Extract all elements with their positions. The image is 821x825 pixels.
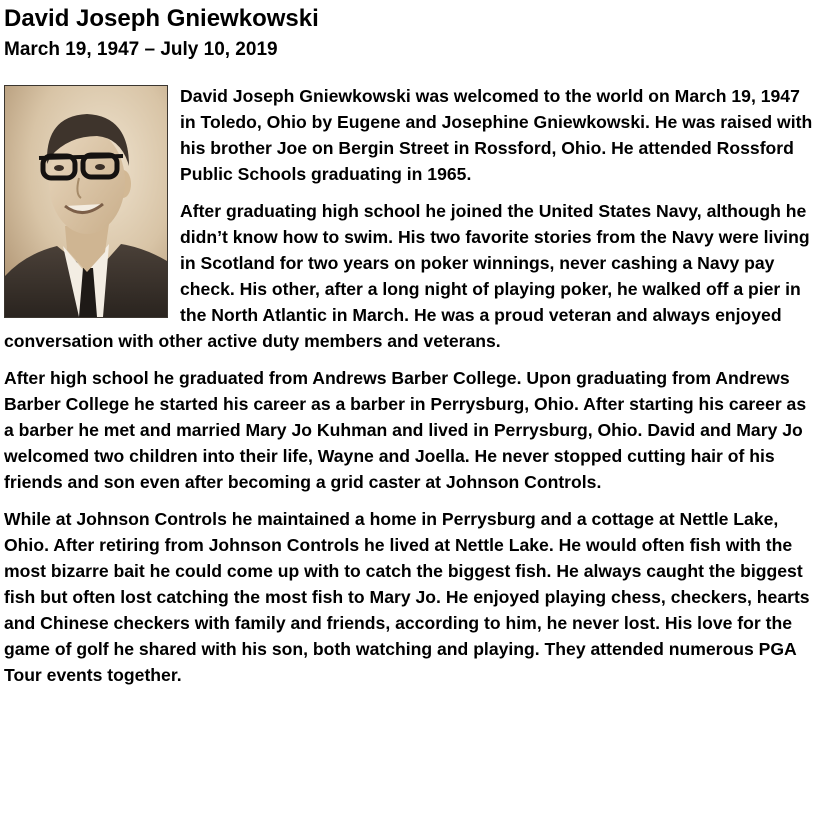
- paragraph-retirement: While at Johnson Controls he maintained a home in Perrysburg and a cottage at Nettle Lake, Ohio. After retiring from Johnson Controls he lived at Nettle Lake. He would often fish with the most bizarre bait he could come up with to catch the biggest fish. He always caught the biggest fish but often lost catching the most fish to Mary Jo. He enjoyed playing chess, checkers, hearts and Chinese checkers with family and friends, according to him, he never lost. His love for the game of golf he shared with his son, both watching and playing. They attended numerous PGA Tour events together.: [4, 508, 810, 686]
- paragraph-navy: After graduating high school he joined the United States Navy, although he didn’t know how to swim. His two favorite stories from the Navy were living in Scotland for two years on poker winnings, never cashing a Navy pay check. His other, after a long night of playing poker, he walked off a pier in the North Atlantic in March. He was a proud veteran and always enjoyed conversation with other active duty members and veterans.: [4, 200, 810, 352]
- obituary-body: [4, 83, 816, 699]
- life-dates: March 19, 1947 – July 10, 2019: [4, 39, 278, 60]
- page-title: David Joseph Gniewkowski: [4, 5, 319, 32]
- paragraph-career: After high school he graduated from Andrews Barber College. Upon graduating from Andrews Barber College he started his career as a barber in Perrysburg, Ohio. After starting his career as a barber he met and married Mary Jo Kuhman and lived in Perrysburg, Ohio. David and Mary Jo welcomed two children into their life, Wayne and Joella. He never stopped cutting hair of his friends and son even after becoming a grid caster at Johnson Controls.: [4, 367, 807, 493]
- paragraph-early-life: David Joseph Gniewkowski was welcomed to the world on March 19, 1947 in Toledo, Ohio by Eugene and Josephine Gniewkowski. He was raised with his brother Joe on Bergin Street in Rossford, Ohio. He attended Rossford Public Schools graduating in 1965.: [180, 86, 813, 185]
- portrait-photo: [4, 85, 168, 318]
